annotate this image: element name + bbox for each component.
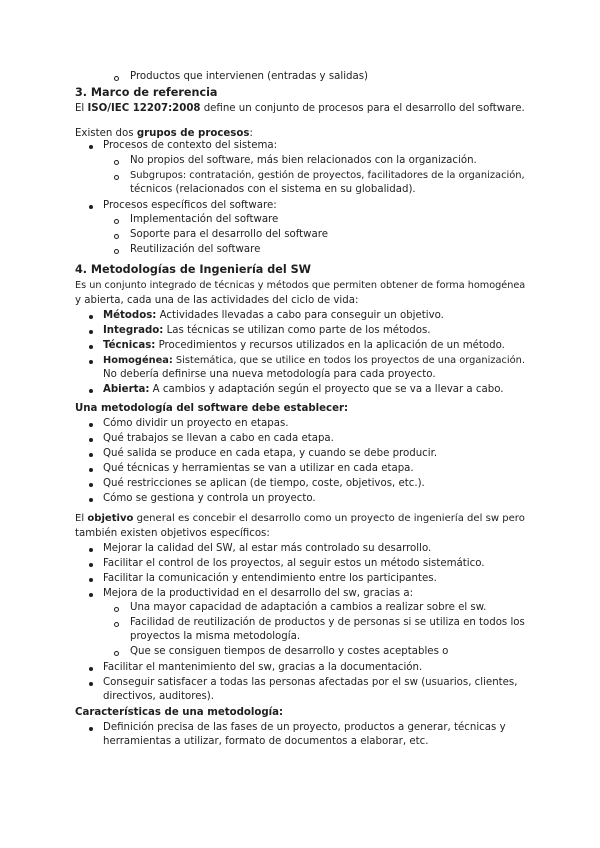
bullet-icon bbox=[89, 330, 93, 334]
bullet-icon bbox=[89, 483, 93, 487]
circle-bullet-icon bbox=[114, 219, 119, 224]
list-item: Qué técnicas y herramientas se van a utilizar en cada etapa. bbox=[103, 463, 414, 474]
section-title: 3. Marco de referencia bbox=[75, 86, 218, 99]
list-item: Homogénea: Sistemática, que se utilice en todos los proyectos de una organización. bbox=[103, 355, 525, 366]
list-item: Procesos específicos del software: bbox=[103, 200, 277, 211]
list-item: Facilitar el mantenimiento del sw, gracias a la documentación. bbox=[103, 662, 423, 673]
list-item: Integrado: Las técnicas se utilizan como parte de los métodos. bbox=[103, 325, 431, 336]
circle-bullet-icon bbox=[114, 249, 119, 254]
paragraph: Existen dos grupos de procesos: bbox=[75, 128, 253, 139]
paragraph: también existen objetivos específicos: bbox=[75, 528, 270, 539]
bullet-icon bbox=[89, 727, 93, 731]
list-item-cont: No debería definirse una nueva metodología para cada proyecto. bbox=[103, 369, 436, 380]
list-item: Que se consiguen tiempos de desarrollo y costes aceptables o bbox=[130, 646, 449, 657]
list-item: Productos que intervienen (entradas y salidas) bbox=[130, 71, 369, 82]
paragraph: El ISO/IEC 12207:2008 define un conjunto de procesos para el desarrollo del software. bbox=[75, 103, 525, 114]
bullet-icon bbox=[89, 453, 93, 457]
section-title: 4. Metodologías de Ingeniería del SW bbox=[75, 263, 311, 276]
bullet-icon bbox=[89, 548, 93, 552]
list-item: Cómo dividir un proyecto en etapas. bbox=[103, 418, 289, 429]
paragraph: Es un conjunto integrado de técnicas y métodos que permiten obtener de forma homogénea bbox=[75, 280, 526, 291]
circle-bullet-icon bbox=[114, 160, 119, 165]
bullet-icon bbox=[89, 468, 93, 472]
subsection-title: Una metodología del software debe establecer: bbox=[75, 403, 349, 414]
list-item-cont: proyectos la misma metodología. bbox=[130, 631, 301, 642]
paragraph: El objetivo general es concebir el desarrollo como un proyecto de ingeniería del sw pero bbox=[75, 513, 525, 524]
circle-bullet-icon bbox=[114, 175, 119, 180]
list-item: Qué restricciones se aplican (de tiempo, coste, objetivos, etc.). bbox=[103, 478, 425, 489]
list-item: Implementación del software bbox=[130, 214, 279, 225]
list-item: Abierta: A cambios y adaptación según el proyecto que se va a llevar a cabo. bbox=[103, 384, 504, 395]
bullet-icon bbox=[89, 667, 93, 671]
bullet-icon bbox=[89, 389, 93, 393]
list-item: Reutilización del software bbox=[130, 244, 261, 255]
bullet-icon bbox=[89, 682, 93, 686]
circle-bullet-icon bbox=[114, 234, 119, 239]
circle-bullet-icon bbox=[114, 76, 119, 81]
bullet-icon bbox=[89, 145, 93, 149]
subsection-title: Características de una metodología: bbox=[75, 707, 284, 718]
paragraph: y abierta, cada una de las actividades del ciclo de vida: bbox=[75, 295, 359, 306]
bullet-icon bbox=[89, 593, 93, 597]
bullet-icon bbox=[89, 360, 93, 364]
list-item: Facilitar la comunicación y entendimiento entre los participantes. bbox=[103, 573, 437, 584]
list-item: Qué trabajos se llevan a cabo en cada etapa. bbox=[103, 433, 334, 444]
list-item: Qué salida se produce en cada etapa, y cuando se debe producir. bbox=[103, 448, 438, 459]
bullet-icon bbox=[89, 563, 93, 567]
list-item: Mejora de la productividad en el desarrollo del sw, gracias a: bbox=[103, 588, 413, 599]
circle-bullet-icon bbox=[114, 651, 119, 656]
list-item: Cómo se gestiona y controla un proyecto. bbox=[103, 493, 316, 504]
list-item: Procesos de contexto del sistema: bbox=[103, 140, 278, 151]
list-item: Soporte para el desarrollo del software bbox=[130, 229, 328, 240]
list-item: Técnicas: Procedimientos y recursos utilizados en la aplicación de un método. bbox=[103, 340, 505, 351]
list-item-cont: directivos, auditores). bbox=[103, 691, 214, 702]
list-item: Mejorar la calidad del SW, al estar más controlado su desarrollo. bbox=[103, 543, 432, 554]
bullet-icon bbox=[89, 205, 93, 209]
list-item: Métodos: Actividades llevadas a cabo para conseguir un objetivo. bbox=[103, 310, 444, 321]
circle-bullet-icon bbox=[114, 622, 119, 627]
list-item: Una mayor capacidad de adaptación a cambios a realizar sobre el sw. bbox=[130, 602, 487, 613]
bullet-icon bbox=[89, 498, 93, 502]
bullet-icon bbox=[89, 423, 93, 427]
circle-bullet-icon bbox=[114, 607, 119, 612]
list-item-cont: técnicos (relacionados con el sistema en su globalidad). bbox=[130, 184, 416, 195]
list-item: Definición precisa de las fases de un proyecto, productos a generar, técnicas y bbox=[103, 722, 506, 733]
list-item: Subgrupos: contratación, gestión de proyectos, facilitadores de la organización, bbox=[130, 170, 525, 181]
list-item: Conseguir satisfacer a todas las personas afectadas por el sw (usuarios, clientes, bbox=[103, 677, 518, 688]
list-item-cont: herramientas a utilizar, formato de documentos a elaborar, etc. bbox=[103, 736, 429, 747]
list-item: No propios del software, más bien relacionados con la organización. bbox=[130, 155, 477, 166]
bullet-icon bbox=[89, 438, 93, 442]
list-item: Facilidad de reutilización de productos y de personas si se utiliza en todos los bbox=[130, 617, 525, 628]
list-item: Facilitar el control de los proyectos, al seguir estos un método sistemático. bbox=[103, 558, 485, 569]
bullet-icon bbox=[89, 315, 93, 319]
bullet-icon bbox=[89, 345, 93, 349]
bullet-icon bbox=[89, 578, 93, 582]
